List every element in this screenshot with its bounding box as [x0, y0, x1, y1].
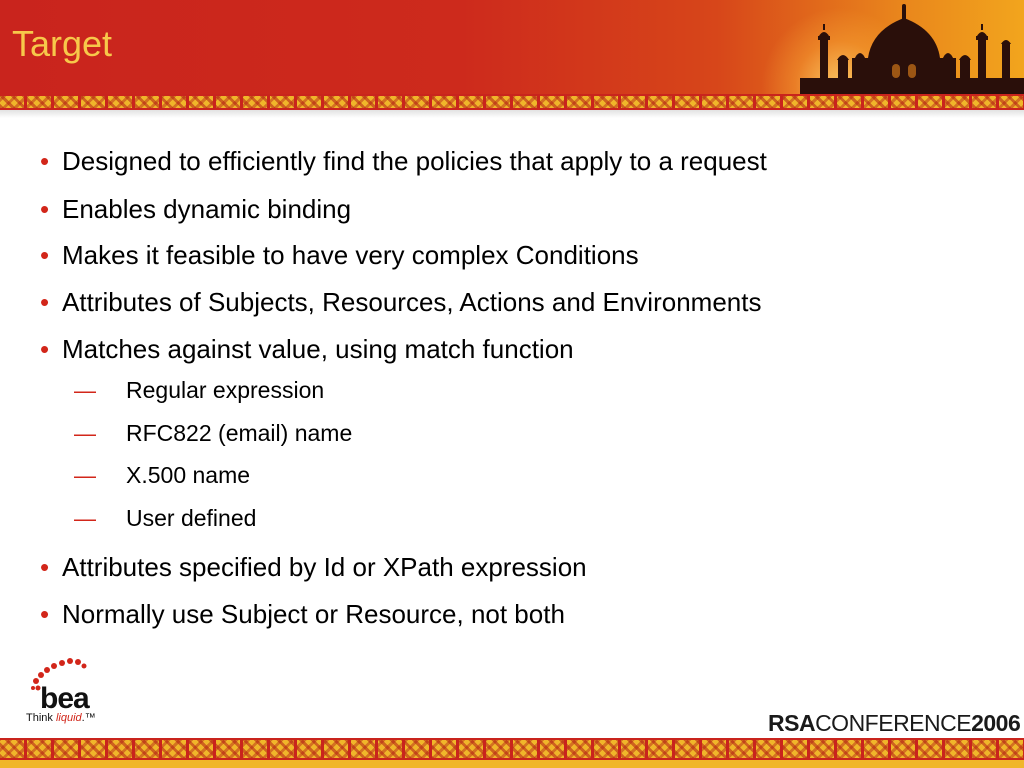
- bullet-item: [40, 551, 587, 583]
- border-shadow: [0, 110, 1024, 118]
- bullet-item: [40, 286, 761, 318]
- sub-bullet-dash: —: [74, 378, 96, 403]
- bullet-text: Attributes specified by Id or XPath expression: [62, 552, 587, 582]
- conference-word: CONFERENCE: [815, 710, 972, 736]
- bullet-dot: •: [40, 287, 50, 317]
- bullet-item: [40, 333, 574, 365]
- bullet-item: [40, 598, 565, 630]
- bea-tagline-tm: .™: [81, 712, 96, 724]
- slide-header: [0, 0, 1024, 96]
- bullet-item: [40, 145, 767, 177]
- sub-bullet-text: User defined: [126, 505, 257, 531]
- sub-bullet-text: Regular expression: [126, 377, 325, 403]
- sub-bullet-dash: —: [74, 421, 96, 446]
- sub-bullet-dash: —: [74, 463, 96, 488]
- bullet-text: Normally use Subject or Resource, not both: [62, 599, 565, 629]
- bullet-item: [40, 239, 639, 271]
- bullet-dot: •: [40, 240, 50, 270]
- palace-silhouette-icon: [780, 0, 1024, 96]
- bea-tagline-liquid: liquid: [55, 712, 82, 724]
- bullet-dot: •: [40, 552, 50, 582]
- slide-title: Target: [12, 23, 113, 64]
- rsa-conference-logo: [768, 710, 1020, 737]
- bullet-text: Designed to efficiently find the policies that apply to a request: [62, 146, 767, 176]
- decorative-border-top: [0, 94, 1024, 110]
- bullet-dot: •: [40, 194, 50, 224]
- bullet-dot: •: [40, 599, 50, 629]
- sub-bullet-text: RFC822 (email) name: [126, 420, 353, 446]
- bullet-text: Makes it feasible to have very complex Conditions: [62, 240, 639, 270]
- bullet-text: Enables dynamic binding: [62, 194, 352, 224]
- bullet-item: [40, 193, 351, 225]
- bullet-dot: •: [40, 146, 50, 176]
- bullet-text: Attributes of Subjects, Resources, Actions and Environments: [62, 287, 762, 317]
- bea-logo-text: bea: [40, 682, 89, 715]
- sub-bullet-item: [74, 419, 352, 448]
- bea-tagline: [26, 712, 96, 724]
- sub-bullet-dash: —: [74, 506, 96, 531]
- sub-bullet-item: [74, 461, 250, 490]
- conference-year: 2006: [971, 710, 1021, 736]
- bea-tagline-think: Think: [26, 712, 56, 724]
- sub-bullet-item: [74, 376, 324, 405]
- sub-bullet-item: [74, 504, 256, 533]
- decorative-border-bottom: [0, 738, 1024, 760]
- bullet-text: Matches against value, using match function: [62, 334, 574, 364]
- rsa-word: RSA: [768, 710, 816, 736]
- sub-bullet-text: X.500 name: [126, 462, 251, 488]
- bottom-band: [0, 760, 1024, 768]
- bullet-dot: •: [40, 334, 50, 364]
